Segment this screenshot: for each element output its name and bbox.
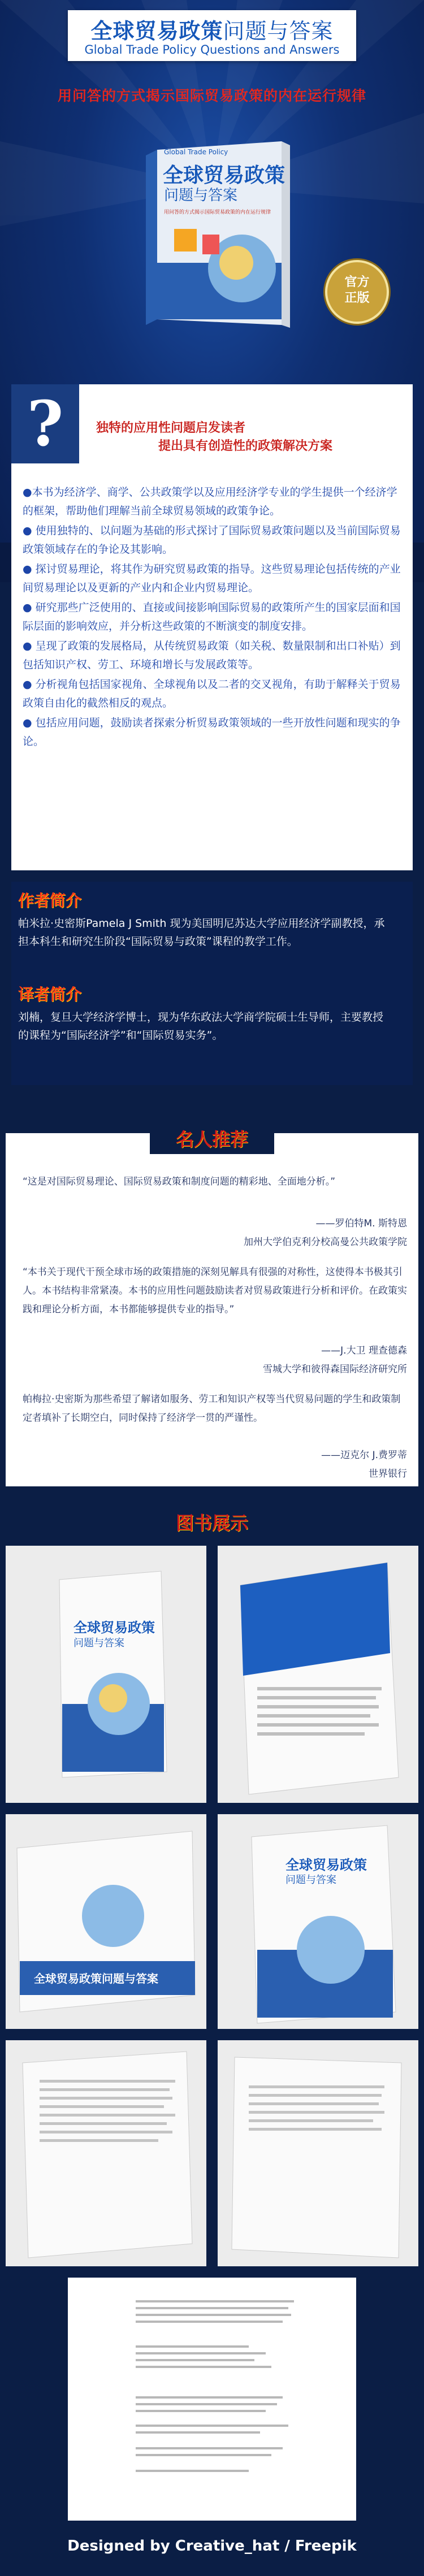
seal-line2: 正版 xyxy=(344,291,370,305)
quote-1: “这是对国际贸易理论、国际贸易政策和制度问题的精彩地、全面地分析。” xyxy=(23,1176,336,1187)
book-photo-spine xyxy=(6,1814,206,2029)
photo-angle-title: 全球贸易政策 xyxy=(285,1857,367,1873)
quote-3-org: 世界银行 xyxy=(369,1468,407,1480)
book-photo-front xyxy=(6,1546,206,1803)
author-panel xyxy=(11,882,413,1085)
quote-1-author: ——罗伯特M. 斯特恩 xyxy=(315,1218,407,1229)
recommendation-panel xyxy=(6,1133,418,1486)
feature-item: ● 包括应用问题，鼓励读者探索分析贸易政策领域的一些开放性问题和现实的争论。 xyxy=(23,717,401,748)
photos-title: 图书展示 xyxy=(175,1512,248,1534)
title-part-main: 全球贸易政策 xyxy=(90,19,223,44)
feature-item: ●本书为经济学、商学、公共政策学以及应用经济学专业的学生提供一个经济学的框架，帮助他们理解当前全球贸易领域的政策争论。 xyxy=(23,486,397,517)
title-banner xyxy=(68,10,356,61)
book-copyright-page xyxy=(68,2278,356,2521)
recommendation-title xyxy=(150,1125,274,1154)
book-photo-page-b xyxy=(218,2040,418,2266)
book-tagline: 用问答的方式揭示国际贸易政策的内在运行规律 xyxy=(164,210,271,215)
translator-text: 刘楠，复旦大学经济学博士，现为华东政法大学商学院硕士生导师，主要教授的课程为“国际经济学”和“国际贸易实务”。 xyxy=(18,1011,384,1042)
quote-2-author: ——J.大卫 理查德森 xyxy=(321,1345,407,1356)
book-en-title: Global Trade Policy xyxy=(164,148,228,156)
photo-book-title: 全球贸易政策 xyxy=(73,1620,155,1636)
translator-label: 译者简介 xyxy=(18,985,82,1004)
features-heading-line2: 提出具有创造性的政策解决方案 xyxy=(158,439,333,453)
feature-item: ● 探讨贸易理论，将其作为研究贸易政策的指导。这些贸易理论包括传统的产业间贸易理论以及更新的产业内和企业内贸易理论。 xyxy=(23,563,401,594)
official-seal xyxy=(325,260,389,324)
photo-spine-text: 全球贸易政策问题与答案 xyxy=(34,1972,158,1985)
feature-item: ● 使用独特的、以问题为基础的形式探讨了国际贸易政策问题以及当前国际贸易政策领域存在的争论及其影响。 xyxy=(23,524,401,556)
author-text: 帕米拉·史密斯Pamela J Smith 现为美国明尼苏达大学应用经济学副教授，承担本科生和研究生阶段“国际贸易与政策”课程的教学工作。 xyxy=(18,917,385,948)
page-title xyxy=(68,14,356,45)
quote-1-org: 加州大学伯克利分校高曼公共政策学院 xyxy=(244,1237,407,1248)
quote-3-author: ——迈克尔 J.费罗蒂 xyxy=(321,1450,407,1461)
recommendation-title-text: 名人推荐 xyxy=(175,1129,248,1150)
photo-angle-subtitle: 问题与答案 xyxy=(285,1874,336,1886)
seal-line1: 官方 xyxy=(344,275,370,289)
designer-credit: Designed by Creative_hat / Freepik xyxy=(67,2538,357,2555)
slogan: 用问答的方式揭示国际贸易政策的内在运行规律 xyxy=(57,88,366,104)
quote-2-org: 雪城大学和彼得森国际经济研究所 xyxy=(263,1364,407,1375)
book-subtitle: 问题与答案 xyxy=(164,187,238,204)
features-heading-line1: 独特的应用性问题启发读者 xyxy=(96,421,246,435)
quote-2: “本书关于现代干预全球市场的政策措施的深刻见解具有很强的对称性，这使得本书极其引人。本书结构非常紧凑。本书的应用性问题鼓励读者对贸易政策进行分析和评价。在政策实践和理论分析方面，本书都能够提供专业的指导。” xyxy=(23,1267,407,1315)
quote-3: 帕梅拉·史密斯为那些希望了解诸如服务、劳工和知识产权等当代贸易问题的学生和政策制定者填补了长期空白，同时保持了经济学一贯的严谨性。 xyxy=(23,1394,401,1424)
photo-book-subtitle: 问题与答案 xyxy=(73,1637,124,1649)
book-photo-angle xyxy=(218,1814,418,2029)
title-part-sub: 问题与答案 xyxy=(223,19,334,44)
feature-item: ● 研究那些广泛使用的、直接或间接影响国际贸易的政策所产生的国家层面和国际层面的影响效应，并分析这些政策的不断演变的制度安排。 xyxy=(23,601,401,632)
features-panel xyxy=(11,384,413,870)
feature-item: ● 分析视角包括国家视角、全球视角以及二者的交叉视角，有助于解释关于贸易政策自由化的截然相反的观点。 xyxy=(23,678,401,709)
features-list xyxy=(23,483,401,752)
question-icon: ? xyxy=(11,384,79,463)
book-photo-page-a xyxy=(6,2040,206,2266)
feature-item: ● 呈现了政策的发展格局，从传统贸易政策（如关税、数量限制和出口补贴）到包括知识产权、劳工、环境和增长与发展政策等。 xyxy=(23,640,401,671)
book-photo-back xyxy=(218,1546,418,1803)
english-title: Global Trade Policy Questions and Answers xyxy=(84,43,340,57)
book-title: 全球贸易政策 xyxy=(163,164,285,187)
author-label: 作者简介 xyxy=(18,891,82,910)
